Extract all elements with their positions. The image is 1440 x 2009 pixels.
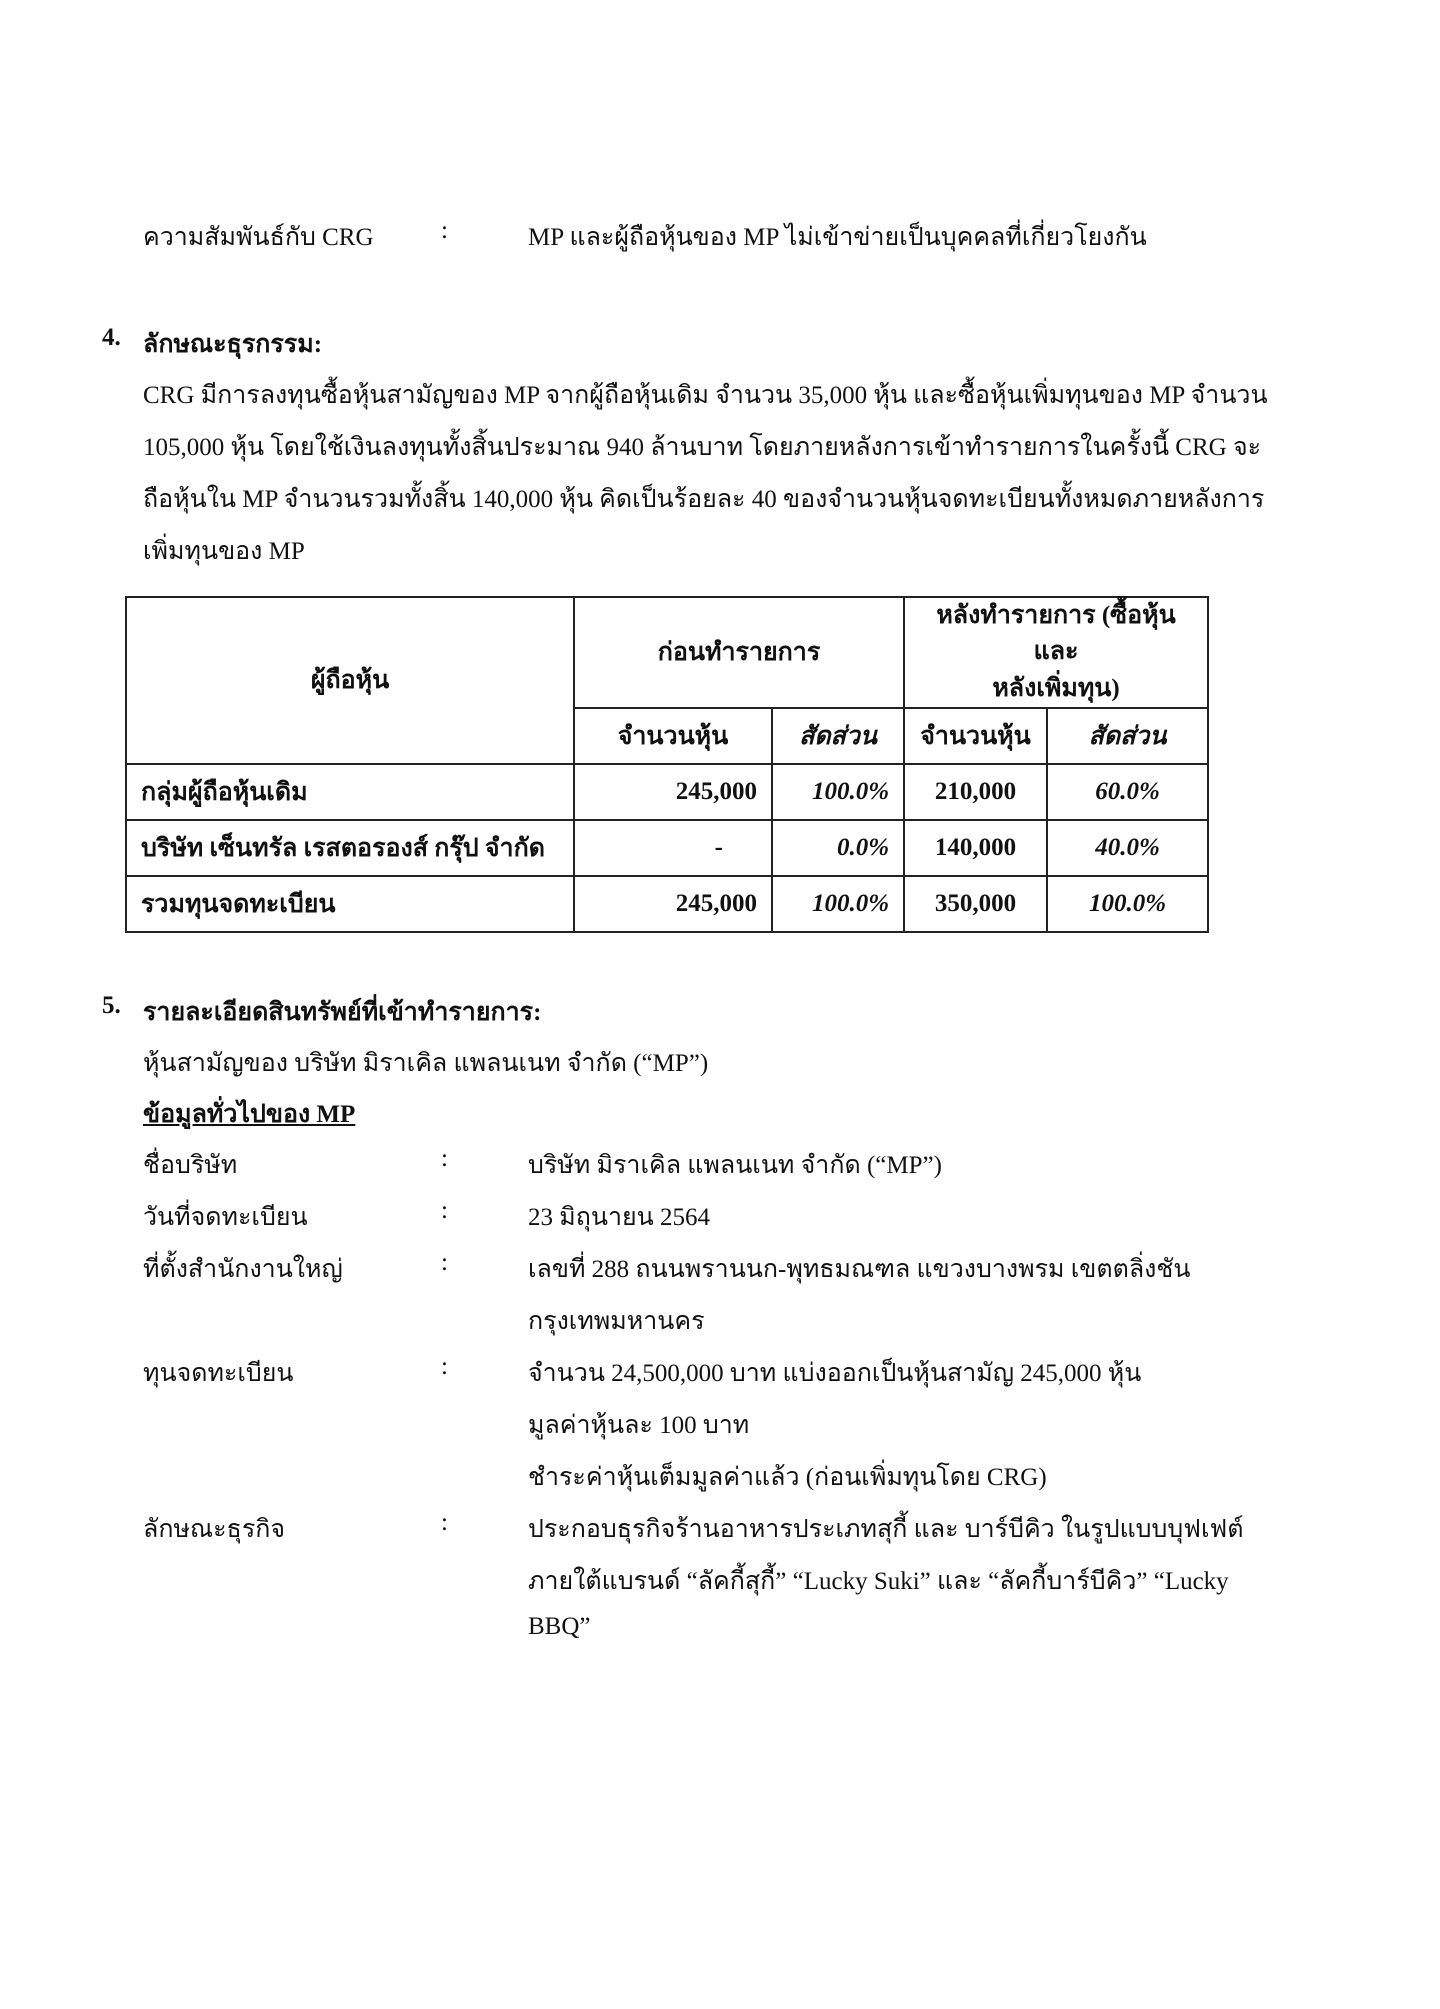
section5-subtitle: หุ้นสามัญของ บริษัท มิราเคิล แพลนเนท จำกัด (“MP”) <box>143 1050 709 1077</box>
relationship-label: ความสัมพันธ์กับ CRG <box>143 224 374 251</box>
subheader-ratio-after: สัดส่วน <box>1047 708 1208 764</box>
business-type-value: ประกอบธุรกิจร้านอาหารประเภทสุกี้ และ บาร์บีคิว ในรูปแบบบุฟเฟต์ <box>528 1516 1244 1543</box>
header-before-transaction: ก่อนทำรายการ <box>574 597 904 708</box>
table-row <box>126 820 1208 876</box>
head-office-value: เลขที่ 288 ถนนพรานนก-พุทธมณฑล แขวงบางพรม เขตตลิ่งชัน <box>528 1256 1191 1283</box>
section4-paragraph-line: เพิ่มทุนของ MP <box>143 538 305 565</box>
registered-capital-value: ชำระค่าหุ้นเต็มมูลค่าแล้ว (ก่อนเพิ่มทุนโดย CRG) <box>528 1464 1047 1491</box>
company-name-label: ชื่อบริษัท <box>143 1152 238 1179</box>
registration-date-value: 23 มิถุนายน 2564 <box>528 1204 710 1231</box>
registration-date-colon: : <box>441 1197 448 1224</box>
section4-number: 4. <box>102 324 121 351</box>
row-shares-before: - <box>574 820 772 876</box>
business-type-value: ภายใต้แบรนด์ “ลัคกี้สุกี้” “Lucky Suki” และ “ลัคกี้บาร์บีคิว” “Lucky <box>528 1568 1229 1595</box>
row-ratio-before: 100.0% <box>772 876 904 932</box>
registered-capital-label: ทุนจดทะเบียน <box>143 1360 294 1387</box>
shareholding-table <box>125 596 1209 933</box>
row-name: กลุ่มผู้ถือหุ้นเดิม <box>126 764 574 820</box>
row-ratio-before: 0.0% <box>772 820 904 876</box>
subheader-shares-after: จำนวนหุ้น <box>904 708 1047 764</box>
head-office-label: ที่ตั้งสำนักงานใหญ่ <box>143 1256 343 1283</box>
registration-date-label: วันที่จดทะเบียน <box>143 1204 308 1231</box>
table-row <box>126 876 1208 932</box>
row-shares-after: 210,000 <box>904 764 1047 820</box>
row-ratio-after: 40.0% <box>1047 820 1208 876</box>
section4-paragraph-line: 105,000 หุ้น โดยใช้เงินลงทุนทั้งสิ้นประมาณ 940 ล้านบาท โดยภายหลังการเข้าทำรายการในครั้งนี้ CRG จะ <box>143 434 1262 461</box>
section5-title: รายละเอียดสินทรัพย์ที่เข้าทำรายการ: <box>143 999 542 1026</box>
head-office-value: กรุงเทพมหานคร <box>528 1308 705 1335</box>
row-shares-before: 245,000 <box>574 764 772 820</box>
row-name: รวมทุนจดทะเบียน <box>126 876 574 932</box>
header-after-line2: หลังเพิ่มทุน) <box>992 674 1120 702</box>
company-name-value: บริษัท มิราเคิล แพลนเนท จำกัด (“MP”) <box>528 1152 942 1179</box>
relationship-value: MP และผู้ถือหุ้นของ MP ไม่เข้าข่ายเป็นบุคคลที่เกี่ยวโยงกัน <box>528 224 1147 251</box>
business-type-value: BBQ” <box>528 1613 591 1640</box>
general-info-heading: ข้อมูลทั่วไปของ MP <box>143 1101 356 1128</box>
business-type-colon: : <box>441 1509 448 1536</box>
section5-number: 5. <box>102 992 121 1019</box>
row-ratio-after: 60.0% <box>1047 764 1208 820</box>
subheader-shares-before: จำนวนหุ้น <box>574 708 772 764</box>
row-ratio-before: 100.0% <box>772 764 904 820</box>
registered-capital-value: จำนวน 24,500,000 บาท แบ่งออกเป็นหุ้นสามัญ 245,000 หุ้น <box>528 1360 1142 1387</box>
company-name-colon: : <box>441 1145 448 1172</box>
relationship-colon: : <box>441 217 448 244</box>
header-after-line1: หลังทำรายการ (ซื้อหุ้น และ <box>936 602 1176 666</box>
section4-title: ลักษณะธุรกรรม: <box>143 331 323 358</box>
subheader-ratio-before: สัดส่วน <box>772 708 904 764</box>
table-row <box>126 764 1208 820</box>
section4-paragraph-line: CRG มีการลงทุนซื้อหุ้นสามัญของ MP จากผู้ถือหุ้นเดิม จำนวน 35,000 หุ้น และซื้อหุ้นเพิ่มทุนของ MP จำนวน <box>143 382 1268 409</box>
header-after-transaction <box>904 597 1208 708</box>
row-shares-after: 140,000 <box>904 820 1047 876</box>
row-ratio-after: 100.0% <box>1047 876 1208 932</box>
head-office-colon: : <box>441 1249 448 1276</box>
section4-paragraph-line: ถือหุ้นใน MP จำนวนรวมทั้งสิ้น 140,000 หุ้น คิดเป็นร้อยละ 40 ของจำนวนหุ้นจดทะเบียนทั้งหมดภายหลังการ <box>143 486 1265 513</box>
row-shares-before: 245,000 <box>574 876 772 932</box>
row-shares-after: 350,000 <box>904 876 1047 932</box>
registered-capital-colon: : <box>441 1353 448 1380</box>
registered-capital-value: มูลค่าหุ้นละ 100 บาท <box>528 1412 750 1439</box>
row-name: บริษัท เซ็นทรัล เรสตอรองส์ กรุ๊ป จำกัด <box>126 820 574 876</box>
business-type-label: ลักษณะธุรกิจ <box>143 1516 286 1543</box>
header-shareholder: ผู้ถือหุ้น <box>126 597 574 764</box>
